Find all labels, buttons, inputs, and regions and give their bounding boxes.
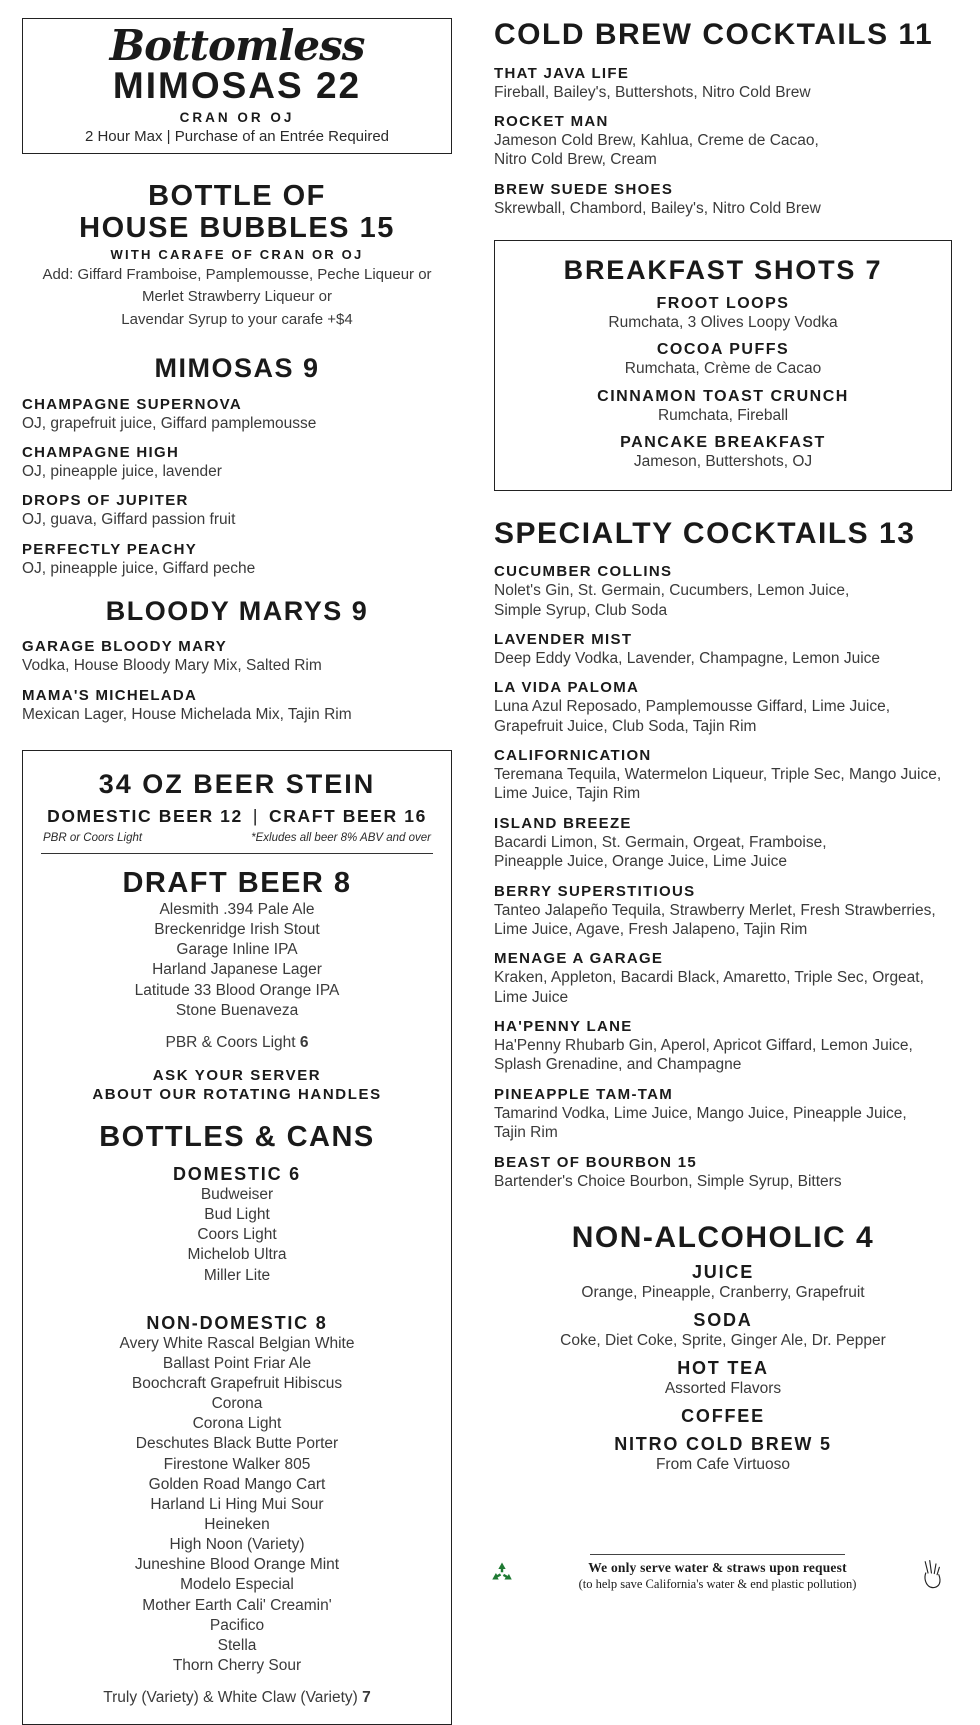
shot-item-desc: Rumchata, Fireball [657,406,789,424]
item-desc-line: Teremana Tequila, Watermelon Liqueur, Triple Sec, Mango Juice, [494,766,942,784]
menu-item [494,65,952,102]
beer-list-item: Michelob Ultra [187,1246,287,1264]
item-desc-line: Lime Juice, Tajin Rim [494,785,641,803]
na-item [494,1262,952,1303]
house-bubbles-subtitle: WITH CARAFE OF CRAN OR OJ [110,246,364,262]
non-alcoholic-list [494,1262,952,1476]
menu-item-name: PERFECTLY PEACHY [22,540,198,558]
beer-list-item: Juneshine Blood Orange Mint [134,1556,340,1574]
menu-item-desc [494,1036,952,1075]
item-desc-line: Ha'Penny Rhubarb Gin, Aperol, Apricot Giffard, Lemon Juice, [494,1037,913,1055]
menu-item-desc [494,765,952,804]
bloody-marys-list [22,638,452,724]
na-item-name: NITRO COLD BREW 5 [614,1433,832,1454]
menu-item [494,815,952,872]
house-bubbles-add1: Add: Giffard Framboise, Pamplemousse, Peche Liqueur or [42,265,432,283]
item-desc-line: Bacardi Limon, St. Germain, Orgeat, Framboise, [494,833,827,851]
shot-item-name: CINNAMON TOAST CRUNCH [597,387,849,405]
shot-item-desc: Rumchata, Crème de Cacao [624,360,822,378]
item-desc-line: Deep Eddy Vodka, Lavender, Champagne, Lemon Juice [494,649,881,667]
menu-item-name: LA VIDA PALOMA [494,679,640,697]
ask-server-line1: ASK YOUR SERVER [152,1066,322,1084]
shot-item [509,388,937,425]
menu-item-name: GARAGE BLOODY MARY [22,638,228,656]
breakfast-shots-title: BREAKFAST SHOTS 7 [563,255,883,286]
menu-item-desc [22,705,452,724]
shot-item [509,341,937,378]
shot-item [509,434,937,471]
beer-list-item: Miller Lite [203,1266,271,1284]
beer-list-item: Breckenridge Irish Stout [154,921,320,939]
menu-item-desc [22,414,452,433]
item-desc-line: Mexican Lager, House Michelada Mix, Tajin Rim [22,705,352,723]
na-item [494,1434,952,1475]
pbr-coors-text: PBR & Coors Light [165,1033,296,1051]
menu-item-desc [22,656,452,675]
item-desc-line: Grapefruit Juice, Club Soda, Tajin Rim [494,717,757,735]
stein-note-right: *Exludes all beer 8% ABV and over [251,832,431,844]
craft-beer-price: CRAFT BEER 16 [269,806,427,826]
beer-list-item: Garage Inline IPA [176,941,298,959]
footer-line1: We only serve water & straws upon request [588,1560,847,1575]
item-desc-line: Lime Juice, Agave, Fresh Jalapeno, Tajin Rim [494,920,808,938]
menu-item-desc [494,968,952,1007]
menu-item [494,563,952,620]
na-item [494,1358,952,1399]
item-desc-line: Splash Grenadine, and Champagne [494,1056,742,1074]
price-divider: | [252,806,260,826]
beer-list-item: Coors Light [197,1226,277,1244]
beer-list-item: Firestone Walker 805 [163,1455,311,1473]
beer-list-item: Corona Light [192,1415,282,1433]
menu-item-desc [22,510,452,529]
item-desc-line: Vodka, House Bloody Mary Mix, Salted Rim [22,657,322,675]
specialty-cocktails-title: SPECIALTY COCKTAILS 13 [494,516,916,550]
menu-item [494,181,952,218]
menu-item-desc [494,901,952,940]
menu-item-desc [22,462,452,481]
item-desc-line: Nolet's Gin, St. Germain, Cucumbers, Lemon Juice, [494,582,850,600]
shot-item-name: FROOT LOOPS [656,295,790,313]
domestic-title: DOMESTIC 6 [172,1163,301,1184]
beer-list-item: Budweiser [200,1185,274,1203]
menu-item [22,396,452,433]
menu-item-name: CALIFORNICATION [494,747,652,765]
menu-item [494,950,952,1007]
beer-stein-box [22,750,452,1725]
menu-item [22,638,452,675]
menu-item-desc [494,1104,952,1143]
breakfast-shots-list [509,295,937,472]
na-item-name: HOT TEA [677,1357,769,1378]
item-desc-line: Tanteo Jalapeño Tequila, Strawberry Merlet, Fresh Strawberries, [494,901,936,919]
bloody-marys-title: BLOODY MARYS 9 [105,596,369,627]
menu-item-name: THAT JAVA LIFE [494,64,630,82]
menu-item-name: MAMA'S MICHELADA [22,686,198,704]
beer-stein-title: 34 OZ BEER STEIN [98,769,376,799]
domestic-beer-price: DOMESTIC BEER 12 [47,806,243,826]
beer-list-item: Golden Road Mango Cart [148,1475,326,1493]
item-desc-line: Nitro Cold Brew, Cream [494,151,657,169]
beer-list-item: Deschutes Black Butte Porter [135,1435,339,1453]
beer-list-item: Harland Li Hing Mui Sour [150,1495,324,1513]
house-bubbles-add2: Merlet Strawberry Liqueur or [141,288,333,306]
menu-item-name: PINEAPPLE TAM-TAM [494,1085,674,1103]
beer-list-item: Stone Buenaveza [175,1001,299,1019]
bottomless-script-word: Bottomless [109,21,365,70]
non-domestic-title: NON-DOMESTIC 8 [146,1312,328,1333]
cold-brew-list [494,65,952,219]
shot-item-name: PANCAKE BREAKFAST [620,434,826,452]
cold-brew-title: COLD BREW COCKTAILS 11 [494,18,934,51]
shot-item [509,295,937,332]
menu-item-name: CUCUMBER COLLINS [494,563,673,581]
menu-item-desc [494,581,952,620]
menu-item [22,541,452,578]
beer-list-item: Harland Japanese Lager [152,961,322,979]
item-desc-line: Tajin Rim [494,1124,558,1142]
right-column [452,18,952,1604]
beer-list-item: Ballast Point Friar Ale [162,1354,312,1372]
cold-brew-section [494,18,952,218]
menu-item-desc [494,649,952,668]
na-item-desc: From Cafe Virtuoso [655,1455,791,1473]
footer-rule [590,1554,845,1555]
bottomless-headline: MIMOSAS 22 [112,65,362,106]
seltzer-line [37,1688,437,1708]
beer-list-item: Modelo Especial [180,1576,294,1594]
menu-item [494,1154,952,1191]
menu-item-desc [494,131,952,170]
beer-list-item: Thorn Cherry Sour [172,1656,302,1674]
beer-list-item: Latitude 33 Blood Orange IPA [134,981,340,999]
seltzer-text: Truly (Variety) & White Claw (Variety) [103,1689,358,1707]
non-domestic-beer-list [37,1334,437,1676]
item-desc-line: OJ, pineapple juice, Giffard peche [22,559,256,577]
footer-message [515,1554,920,1592]
beer-list-item: Alesmith .394 Pale Ale [159,901,315,918]
beer-list-item: Boochcraft Grapefruit Hibiscus [131,1374,343,1392]
menu-item-desc [494,199,952,218]
menu-item [494,747,952,804]
bottomless-terms: 2 Hour Max | Purchase of an Entrée Required [84,127,390,145]
item-desc-line: Fireball, Bailey's, Buttershots, Nitro Cold Brew [494,83,811,101]
item-desc-line: Bartender's Choice Bourbon, Simple Syrup, Bitters [494,1172,842,1190]
menu-item [494,113,952,170]
menu-item-name: LAVENDER MIST [494,630,633,648]
shot-item-desc: Jameson, Buttershots, OJ [633,453,813,471]
menu-item-name: MENAGE A GARAGE [494,950,664,968]
shot-item-desc: Rumchata, 3 Olives Loopy Vodka [608,314,838,332]
beer-list-item: Corona [211,1395,263,1413]
menu-item-desc [22,559,452,578]
menu-item-name: CHAMPAGNE HIGH [22,443,180,461]
recycle-icon [489,1560,515,1586]
menu-item [22,444,452,481]
na-item [494,1310,952,1351]
non-alcoholic-title: NON-ALCOHOLIC 4 [571,1220,875,1254]
item-desc-line: OJ, pineapple juice, lavender [22,462,222,480]
bottles-cans-title: BOTTLES & CANS [99,1120,375,1153]
left-column [22,18,452,1707]
na-item-desc: Orange, Pineapple, Cranberry, Grapefruit [581,1283,865,1301]
pbr-coors-price: 6 [299,1033,309,1051]
peace-sign-icon [920,1556,944,1590]
na-item-desc: Coke, Diet Coke, Sprite, Ginger Ale, Dr. Pepper [560,1331,886,1349]
ask-server-line2: ABOUT OUR ROTATING HANDLES [92,1086,382,1104]
bottomless-choice: CRAN OR OJ [179,109,295,125]
stein-divider-rule [41,853,433,854]
beer-list-item: Avery White Rascal Belgian White [119,1334,355,1352]
menu-item [22,492,452,529]
item-desc-line: Skrewball, Chambord, Bailey's, Nitro Cold Brew [494,199,821,217]
menu-item-name: DROPS OF JUPITER [22,492,189,510]
beer-list-item: Stella [217,1636,257,1654]
pbr-coors-line [37,1033,437,1053]
item-desc-line: Kraken, Appleton, Bacardi Black, Amaretto, Triple Sec, Orgeat, [494,969,924,987]
non-alcoholic-section [494,1221,952,1475]
seltzer-price: 7 [362,1689,371,1707]
menu-item-name: ROCKET MAN [494,112,609,130]
na-item-name: COFFEE [681,1405,765,1426]
mimosas-title: MIMOSAS 9 [154,353,320,384]
menu-item [494,883,952,940]
item-desc-line: OJ, guava, Giffard passion fruit [22,511,236,529]
beer-list-item: Mother Earth Cali' Creamin' [142,1596,332,1614]
menu-item-name: ISLAND BREEZE [494,814,632,832]
draft-beer-list [37,900,437,1021]
item-desc-line: Simple Syrup, Club Soda [494,601,668,619]
item-desc-line: Tamarind Vodka, Lime Juice, Mango Juice, Pineapple Juice, [494,1104,907,1122]
na-item-name: JUICE [691,1261,754,1282]
na-item-name: SODA [693,1309,753,1330]
menu-item [494,631,952,668]
house-bubbles-line2: HOUSE BUBBLES 15 [79,212,395,245]
beer-list-item: High Noon (Variety) [169,1536,305,1554]
menu-item [22,687,452,724]
house-bubbles-line1: BOTTLE OF [148,179,326,212]
menu-item-name: BERRY SUPERSTITIOUS [494,882,696,900]
breakfast-shots-box [494,240,952,491]
mimosas-list [22,396,452,579]
item-desc-line: Pineapple Juice, Orange Juice, Lime Juice [494,853,787,871]
item-desc-line: Lime Juice [494,988,569,1006]
na-item-desc: Assorted Flavors [664,1379,782,1397]
menu-item-desc [494,83,952,102]
menu-item [494,1086,952,1143]
specialty-cocktails-list [494,563,952,1191]
menu-item-name: BREW SUEDE SHOES [494,180,674,198]
draft-beer-title: DRAFT BEER 8 [122,867,352,899]
menu-item-name: BEAST OF BOURBON 15 [494,1153,698,1171]
menu-item [494,1018,952,1075]
menu-item [494,679,952,736]
beer-list-item: Pacifico [209,1616,265,1634]
item-desc-line: Luna Azul Reposado, Pamplemousse Giffard, Lime Juice, [494,698,891,716]
item-desc-line: OJ, grapefruit juice, Giffard pamplemousse [22,414,317,432]
beer-list-item: Heineken [204,1515,270,1533]
na-item [494,1406,952,1427]
footer-line2: (to help save California's water & end plastic pollution) [578,1577,857,1591]
menu-item-name: HA'PENNY LANE [494,1018,633,1036]
house-bubbles-add3: Lavendar Syrup to your carafe +$4 [121,310,353,328]
stein-note-left: PBR or Coors Light [43,832,143,844]
shot-item-name: COCOA PUFFS [656,341,790,359]
specialty-cocktails-section [494,517,952,1191]
item-desc-line: Jameson Cold Brew, Kahlua, Creme de Cacao, [494,131,819,149]
bloody-marys-section [22,596,452,724]
beer-stein-prices [37,806,437,827]
footer [489,1554,944,1592]
domestic-beer-list [37,1185,437,1286]
mimosas-section [22,353,452,578]
menu-item-name: CHAMPAGNE SUPERNOVA [22,395,242,413]
beer-stein-notes [37,832,437,844]
menu-item-desc [494,697,952,736]
beer-list-item: Bud Light [204,1206,270,1224]
menu-item-desc [494,833,952,872]
bottomless-mimosas-box [22,18,452,154]
house-bubbles-section [22,180,452,329]
menu-item-desc [494,1172,952,1191]
